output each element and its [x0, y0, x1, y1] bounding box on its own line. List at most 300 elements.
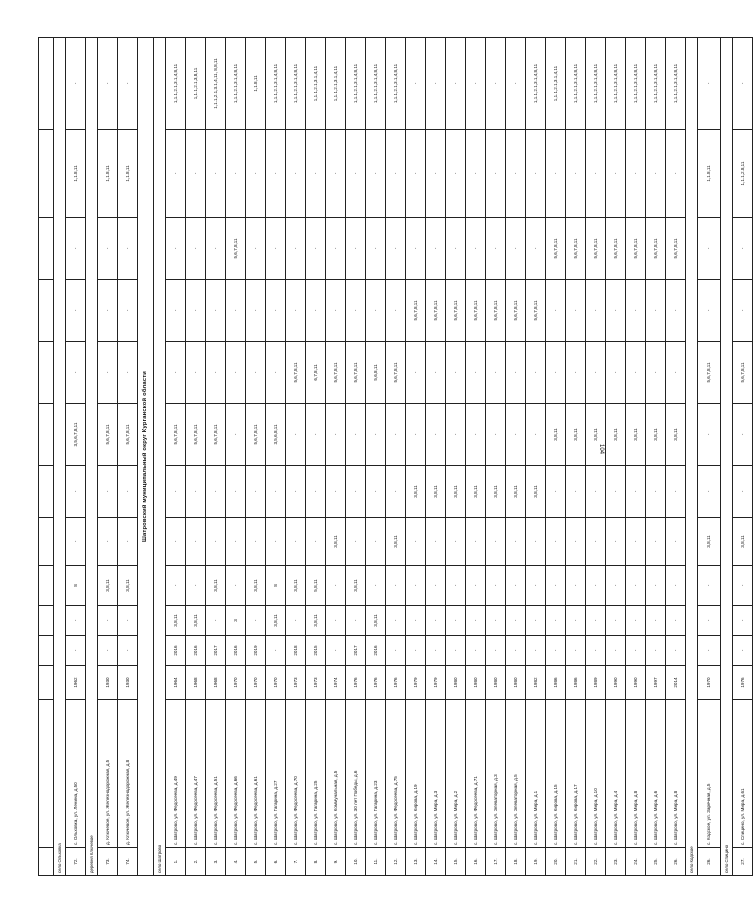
row-value: -: [306, 404, 326, 466]
row-value: 5,6,7,8,11: [666, 218, 686, 280]
row-number: 4.: [226, 848, 246, 876]
row-address: с. Шатрово, ул. Мира, д.6: [646, 700, 666, 848]
row-value: 1986: [566, 666, 586, 700]
row-value: -: [326, 606, 346, 636]
row-value: 3,8,11: [666, 404, 686, 466]
blank-cell: [39, 466, 54, 518]
row-value: -: [206, 342, 226, 404]
row-value: 3,8,11: [566, 404, 586, 466]
row-value: -: [386, 280, 406, 342]
row-value: -: [486, 38, 506, 130]
row-value: 5,6,7,8,11: [466, 280, 486, 342]
row-value: 1968: [186, 666, 206, 700]
row-address: с. Шатрово, ул. Федосеева, д.47: [186, 700, 206, 848]
row-value: -: [406, 404, 426, 466]
row-value: -: [366, 566, 386, 606]
row-address: с. Шатрово, ул. Федосеева, д.49: [166, 700, 186, 848]
row-value: 3,8,11: [446, 466, 466, 518]
row-value: 3: [226, 606, 246, 636]
row-value: -: [118, 466, 138, 518]
row-value: 3,5,6,8,11: [266, 404, 286, 466]
row-value: -: [698, 280, 721, 342]
row-value: 3,8,11: [606, 404, 626, 466]
row-value: -: [546, 636, 566, 666]
row-number: 7.: [286, 848, 306, 876]
row-value: -: [586, 466, 606, 518]
row-value: -: [98, 518, 118, 566]
row-address: с. Шатрово, ул. Мира, д.3: [426, 700, 446, 848]
row-value: 3,8,11: [466, 466, 486, 518]
row-value: -: [486, 218, 506, 280]
row-value: -: [466, 130, 486, 218]
table-row: [486, 38, 506, 876]
row-value: -: [346, 280, 366, 342]
table-row: [186, 38, 206, 876]
row-value: -: [546, 566, 566, 606]
row-address: с. Шатрово, ул. Коммунальная, д.5: [326, 700, 346, 848]
row-value: 2018: [286, 636, 306, 666]
row-value: 5,8,11: [306, 566, 326, 606]
blank-cell: [39, 404, 54, 466]
row-address: с. Шатрово, ул. Мира, д.10: [586, 700, 606, 848]
row-value: 1976: [346, 666, 366, 700]
row-value: 8: [66, 566, 86, 606]
row-value: -: [646, 566, 666, 606]
row-value: -: [698, 606, 721, 636]
table-row: [606, 38, 626, 876]
row-value: -: [366, 218, 386, 280]
row-number: 5.: [246, 848, 266, 876]
row-value: -: [118, 606, 138, 636]
row-value: -: [586, 280, 606, 342]
group-row: [54, 38, 66, 876]
row-value: 1990: [626, 666, 646, 700]
row-value: 3,8,11: [698, 518, 721, 566]
row-value: -: [166, 342, 186, 404]
row-value: -: [386, 466, 406, 518]
table-row: [646, 38, 666, 876]
row-value: -: [118, 218, 138, 280]
row-number: 23.: [606, 848, 626, 876]
row-value: -: [246, 518, 266, 566]
row-value: -: [546, 466, 566, 518]
row-value: -: [286, 280, 306, 342]
table-row: [566, 38, 586, 876]
row-value: 1,1.1,2.1,3.1,4,8,11: [526, 38, 546, 130]
row-value: -: [566, 518, 586, 566]
row-value: -: [306, 218, 326, 280]
row-value: -: [226, 466, 246, 518]
row-value: 1976: [733, 666, 753, 700]
row-value: 1980: [466, 666, 486, 700]
row-address: с. Ольховка, ул. Ленина, д.50: [66, 700, 86, 848]
row-value: -: [666, 342, 686, 404]
row-value: -: [426, 130, 446, 218]
row-number: 26.: [666, 848, 686, 876]
row-value: -: [586, 566, 606, 606]
row-value: -: [118, 38, 138, 130]
row-value: 1,1.1,2.1,3.1,4,8,11: [666, 38, 686, 130]
row-value: 3,8,11: [586, 404, 606, 466]
row-value: -: [733, 566, 753, 606]
row-address: с. Шатрово, ул. Мира, д.2: [446, 700, 466, 848]
blank-cell: [39, 566, 54, 606]
row-value: -: [566, 466, 586, 518]
row-value: 2017: [346, 636, 366, 666]
row-number: 13.: [406, 848, 426, 876]
row-value: -: [466, 38, 486, 130]
row-value: 2017: [206, 636, 226, 666]
row-value: 5,6,7,8,11: [326, 342, 346, 404]
row-value: 3,8,11: [166, 606, 186, 636]
row-value: 1976: [386, 666, 406, 700]
table-row: [506, 38, 526, 876]
row-value: 1,1.8,11: [118, 130, 138, 218]
row-address: с. Шатрово, ул. Мира, д.8: [666, 700, 686, 848]
row-value: -: [346, 606, 366, 636]
table-row: [426, 38, 446, 876]
page-number: 104: [598, 443, 605, 455]
row-value: -: [166, 218, 186, 280]
row-value: -: [346, 518, 366, 566]
row-value: -: [226, 518, 246, 566]
row-value: -: [306, 518, 326, 566]
row-value: -: [226, 404, 246, 466]
row-value: -: [446, 130, 466, 218]
row-value: 5,6,7,8,11: [406, 280, 426, 342]
row-address: д. Ключевое, ул. Железнодорожная, д.8: [118, 700, 138, 848]
row-value: -: [526, 566, 546, 606]
row-value: 3,8,11: [426, 466, 446, 518]
row-value: 1,1.1,2.1,3.1,4,8,11: [606, 38, 626, 130]
row-value: -: [186, 518, 206, 566]
row-value: 2015: [306, 636, 326, 666]
row-value: -: [606, 606, 626, 636]
group-label: село Шатрово: [154, 38, 166, 876]
row-value: -: [426, 606, 446, 636]
blank-cell: [39, 218, 54, 280]
row-value: -: [406, 218, 426, 280]
row-value: -: [206, 606, 226, 636]
row-value: -: [118, 280, 138, 342]
group-label: село Кодское: [686, 38, 698, 876]
table-row: [206, 38, 226, 876]
table-row: [306, 38, 326, 876]
row-value: -: [526, 218, 546, 280]
row-address: с. Шатрово, ул. Мира, д.4: [606, 700, 626, 848]
row-value: 1968: [206, 666, 226, 700]
row-number: 3.: [206, 848, 226, 876]
table-row: [546, 38, 566, 876]
row-value: -: [426, 518, 446, 566]
row-value: -: [426, 218, 446, 280]
row-value: -: [346, 466, 366, 518]
row-value: -: [506, 404, 526, 466]
row-value: -: [426, 404, 446, 466]
row-address: с. Шатрово, ул. Гагарина, д.25: [306, 700, 326, 848]
row-value: -: [526, 342, 546, 404]
row-value: -: [566, 566, 586, 606]
row-value: 3,8,11: [118, 566, 138, 606]
table-row: [326, 38, 346, 876]
row-value: -: [286, 606, 306, 636]
row-number: 72.: [66, 848, 86, 876]
row-value: -: [606, 466, 626, 518]
row-value: -: [166, 280, 186, 342]
row-value: 2014: [666, 666, 686, 700]
row-value: 1,1.1,2.1,3.1,4,8,11: [346, 38, 366, 130]
row-value: -: [386, 636, 406, 666]
row-value: -: [626, 636, 646, 666]
row-value: -: [626, 342, 646, 404]
row-value: -: [586, 342, 606, 404]
row-value: 1973: [306, 666, 326, 700]
table-row: [118, 38, 138, 876]
row-value: -: [226, 566, 246, 606]
row-value: 3,8,11: [306, 606, 326, 636]
row-value: -: [446, 566, 466, 606]
blank-cell: [39, 700, 54, 848]
row-value: -: [506, 566, 526, 606]
row-value: 1976: [366, 666, 386, 700]
row-value: -: [606, 636, 626, 666]
row-number: 1.: [166, 848, 186, 876]
row-value: -: [646, 280, 666, 342]
row-value: -: [306, 130, 326, 218]
row-value: -: [166, 566, 186, 606]
row-value: -: [118, 518, 138, 566]
row-value: -: [98, 38, 118, 130]
row-value: 1980: [506, 666, 526, 700]
row-value: -: [506, 130, 526, 218]
row-value: 1,1.1,2.1,3.1,4,8,11: [626, 38, 646, 130]
row-value: -: [286, 130, 306, 218]
group-label: село Спицино: [721, 38, 733, 876]
row-value: -: [406, 342, 426, 404]
row-value: -: [326, 566, 346, 606]
row-value: -: [266, 130, 286, 218]
row-value: -: [446, 606, 466, 636]
row-value: -: [666, 518, 686, 566]
row-value: -: [66, 636, 86, 666]
row-value: -: [646, 606, 666, 636]
blank-cell: [39, 848, 54, 876]
row-value: -: [426, 566, 446, 606]
row-number: 26.: [698, 848, 721, 876]
row-value: -: [566, 280, 586, 342]
row-value: -: [98, 280, 118, 342]
row-value: 1,1.8,11: [66, 130, 86, 218]
row-value: -: [466, 404, 486, 466]
row-value: 1970: [226, 666, 246, 700]
row-value: -: [186, 280, 206, 342]
row-value: -: [246, 466, 266, 518]
row-value: -: [698, 636, 721, 666]
row-value: -: [346, 130, 366, 218]
row-value: -: [266, 466, 286, 518]
row-value: -: [506, 518, 526, 566]
row-value: -: [626, 466, 646, 518]
row-value: 3,8,11: [486, 466, 506, 518]
row-number: 25.: [646, 848, 666, 876]
row-number: 18.: [506, 848, 526, 876]
table-row: [406, 38, 426, 876]
row-value: -: [166, 518, 186, 566]
row-value: 3,8,11: [206, 566, 226, 606]
row-value: 1979: [406, 666, 426, 700]
row-address: с. Шатрово, ул. Кирова, д.19: [406, 700, 426, 848]
row-address: с. Шатрово, ул. Элеваторная, д.3: [486, 700, 506, 848]
row-value: -: [366, 404, 386, 466]
row-value: -: [246, 606, 266, 636]
row-value: 2016: [186, 636, 206, 666]
row-value: 3,8,11: [526, 466, 546, 518]
row-value: 5,6,7,8,11: [566, 218, 586, 280]
row-number: 17.: [486, 848, 506, 876]
row-value: -: [266, 280, 286, 342]
section-row: [138, 38, 154, 876]
row-value: -: [526, 404, 546, 466]
row-value: -: [206, 130, 226, 218]
row-value: 3,8,11: [646, 404, 666, 466]
row-value: 5,6,8,11: [366, 342, 386, 404]
row-value: 3,8,11: [186, 606, 206, 636]
row-value: -: [406, 38, 426, 130]
row-value: -: [406, 636, 426, 666]
row-value: -: [666, 636, 686, 666]
row-value: 5,6,7,8,11: [118, 404, 138, 466]
row-value: 5,6,7,8,11: [226, 218, 246, 280]
row-value: 1930: [118, 666, 138, 700]
row-value: -: [226, 342, 246, 404]
row-value: -: [486, 342, 506, 404]
row-value: 3,8,11: [506, 466, 526, 518]
row-value: 1,1.1,2.1,3.1,4,8,11: [366, 38, 386, 130]
row-value: 5,6,7,8,11: [206, 404, 226, 466]
row-value: -: [266, 636, 286, 666]
row-value: -: [66, 466, 86, 518]
table-row: [626, 38, 646, 876]
row-value: 3,8,11: [286, 566, 306, 606]
row-value: -: [66, 38, 86, 130]
row-value: -: [98, 636, 118, 666]
row-value: -: [566, 606, 586, 636]
row-value: -: [206, 218, 226, 280]
row-number: 9.: [326, 848, 346, 876]
row-value: 3,8,11: [326, 518, 346, 566]
row-value: -: [118, 636, 138, 666]
row-value: -: [526, 518, 546, 566]
row-value: 1,1.1,2.1,3.1,4,8,11: [286, 38, 306, 130]
blank-cell: [39, 130, 54, 218]
row-value: 1982: [526, 666, 546, 700]
row-value: -: [446, 218, 466, 280]
row-value: -: [506, 636, 526, 666]
row-value: 6,7,8,11: [306, 342, 326, 404]
row-value: -: [226, 130, 246, 218]
row-value: -: [666, 606, 686, 636]
row-address: с. Шатрово, ул. Гагарина, д.27: [266, 700, 286, 848]
row-value: 1973: [286, 666, 306, 700]
row-value: 5,6,7,8,11: [486, 280, 506, 342]
row-value: -: [118, 342, 138, 404]
row-value: 1962: [66, 666, 86, 700]
blank-cell: [39, 280, 54, 342]
blank-cell: [39, 342, 54, 404]
row-value: -: [366, 280, 386, 342]
row-value: -: [406, 606, 426, 636]
row-number: 8.: [306, 848, 326, 876]
row-value: -: [546, 342, 566, 404]
section-title: Шатровский муниципальный округ Курганской области: [138, 38, 154, 876]
row-value: -: [486, 636, 506, 666]
row-value: -: [246, 342, 266, 404]
row-value: 5,6,7,8,11: [286, 342, 306, 404]
row-number: 10.: [346, 848, 366, 876]
row-address: с. Шатрово, ул. Мира, д.1: [526, 700, 546, 848]
row-value: 5,6,7,8,11: [733, 342, 753, 404]
group-row: [154, 38, 166, 876]
row-value: -: [646, 342, 666, 404]
row-value: -: [566, 342, 586, 404]
row-value: -: [546, 518, 566, 566]
row-number: 16.: [466, 848, 486, 876]
row-value: -: [666, 280, 686, 342]
row-value: 1980: [446, 666, 466, 700]
row-value: -: [606, 518, 626, 566]
row-address: с. Спицино, ул. Мира, д.61: [733, 700, 753, 848]
row-value: -: [186, 218, 206, 280]
row-address: с. Шатрово, ул. Федосеева, д.51: [206, 700, 226, 848]
row-value: -: [506, 342, 526, 404]
row-value: -: [286, 518, 306, 566]
row-value: 5,6,7,8,11: [246, 404, 266, 466]
row-value: 5,6,7,8,11: [446, 280, 466, 342]
row-value: -: [366, 466, 386, 518]
row-value: -: [406, 518, 426, 566]
table-top-strip: [39, 38, 54, 876]
row-number: 74.: [118, 848, 138, 876]
row-value: 3,8,11: [406, 466, 426, 518]
row-value: -: [266, 342, 286, 404]
row-value: -: [426, 38, 446, 130]
row-value: -: [186, 130, 206, 218]
table-row: [366, 38, 386, 876]
row-value: -: [466, 518, 486, 566]
row-value: -: [626, 518, 646, 566]
row-address: с. Шатрово, ул. 30 лет Победы, д.6: [346, 700, 366, 848]
row-value: -: [506, 606, 526, 636]
row-value: -: [386, 218, 406, 280]
row-address: с. Шатрово, ул. Гагарина, д.23: [366, 700, 386, 848]
row-number: 27.: [733, 848, 753, 876]
table-body: [39, 38, 753, 876]
row-value: -: [526, 636, 546, 666]
row-value: 1986: [546, 666, 566, 700]
row-value: -: [566, 130, 586, 218]
row-value: -: [646, 518, 666, 566]
table-row: [266, 38, 286, 876]
row-value: -: [206, 518, 226, 566]
row-value: -: [626, 566, 646, 606]
row-address: с. Кодское, ул. Заречная, д.5: [698, 700, 721, 848]
row-value: 5,6,7,8,11: [166, 404, 186, 466]
row-value: -: [406, 130, 426, 218]
row-value: -: [446, 342, 466, 404]
table-row: [466, 38, 486, 876]
row-value: -: [98, 606, 118, 636]
row-value: 3,8,11: [386, 518, 406, 566]
